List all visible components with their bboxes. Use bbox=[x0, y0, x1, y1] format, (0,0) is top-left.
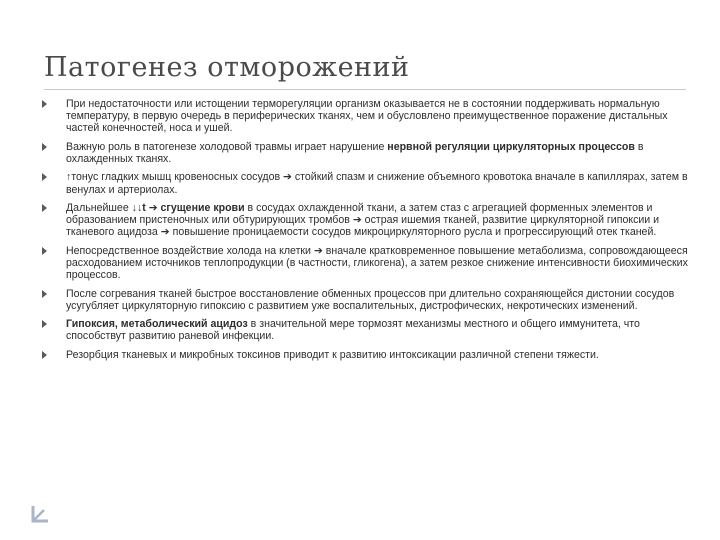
bullet-item bbox=[40, 141, 694, 165]
triangle-bullet-icon bbox=[42, 204, 47, 212]
triangle-bullet-icon bbox=[42, 143, 47, 151]
bullet-text: Непосредственное воздействие холода на клетки bbox=[66, 244, 314, 257]
triangle-bullet-icon bbox=[42, 320, 47, 328]
bullet-item bbox=[40, 318, 694, 342]
bullet-text: ↑тонус гладких мышц кровеносных сосудов bbox=[66, 171, 284, 184]
bullet-text: вначале кратковременное повышение метаболизма, сопровождающееся расходованием источников теплопродукции (в частности, гликогена), а затем резкое снижение интенсивности биохимических процессов. bbox=[66, 244, 688, 282]
bullet-item bbox=[40, 202, 694, 239]
bullet-text: После согревания тканей быстрое восстановление обменных процессов при длительно сохраняющейся дистонии сосудов усугубляет циркуляторную гипоксию с развитием уже воспалительных, дистрофических, некротических изменений. bbox=[66, 287, 675, 312]
bullet-item bbox=[40, 349, 694, 361]
bullet-text: в значительной мере тормозят механизмы местного и общего иммунитета, что способствут развитию раневой инфекции. bbox=[66, 318, 640, 343]
bullet-text: Важную роль в патогенезе холодовой травмы играет нарушение bbox=[66, 140, 388, 153]
bullet-item bbox=[40, 245, 694, 282]
slide-title: Патогенез отморожений bbox=[44, 52, 410, 83]
bullet-text: При недостаточности или истощении терморегуляции организм оказывается не в состоянии поддерживать нормальную температуру, в первую очередь в периферических тканях, чем и обусловлено преимущественное поражение дистальных частей конечностей, носа и ушей. bbox=[66, 98, 668, 135]
bullet-text-bold: ➔ bbox=[160, 226, 170, 239]
bullet-text-bold: ↓↓t ➔ сгущение крови bbox=[131, 201, 245, 214]
bullet-text-bold: Гипоксия, метаболический ацидоз bbox=[66, 318, 248, 331]
bullet-list bbox=[40, 98, 694, 367]
triangle-bullet-icon bbox=[42, 247, 47, 255]
triangle-bullet-icon bbox=[42, 173, 47, 181]
bullet-text: острая ишемия тканей, развитие циркуляторной гипоксии и тканевого ацидоза bbox=[66, 214, 660, 239]
bullet-text: в сосудах охлажденной ткани, а затем стаз с агрегацией форменных элементов и образованием пристеночных или обтурирующих тромбов bbox=[66, 201, 653, 227]
bullet-text-bold: нервной регуляции циркуляторных процессов bbox=[387, 140, 635, 153]
bullet-text-bold: ➔ bbox=[313, 244, 323, 257]
bullet-text: стойкий спазм и снижение объемного кровотока вначале в капиллярах, затем в венулах и артериолах. bbox=[66, 171, 688, 196]
bullet-item bbox=[40, 288, 694, 312]
bullet-text: Дальнейшее bbox=[66, 201, 132, 214]
title-divider bbox=[44, 89, 686, 90]
triangle-bullet-icon bbox=[42, 290, 47, 298]
bullet-text: повышение проницаемости сосудов микроциркуляторного русла и прогрессирующий отек тканей. bbox=[169, 226, 657, 239]
bullet-text: Резорбция тканевых и микробных токсинов приводит к развитию интоксикации различной степени тяжести. bbox=[66, 348, 599, 361]
triangle-bullet-icon bbox=[42, 100, 47, 108]
bullet-text-bold: ➔ bbox=[283, 171, 292, 184]
triangle-bullet-icon bbox=[42, 351, 47, 359]
bullet-item bbox=[40, 98, 694, 135]
bullet-text-bold: ➔ bbox=[352, 214, 362, 227]
corner-decoration-icon bbox=[30, 504, 50, 524]
bullet-text: в охлажденных тканях. bbox=[66, 140, 644, 165]
bullet-item bbox=[40, 171, 694, 195]
